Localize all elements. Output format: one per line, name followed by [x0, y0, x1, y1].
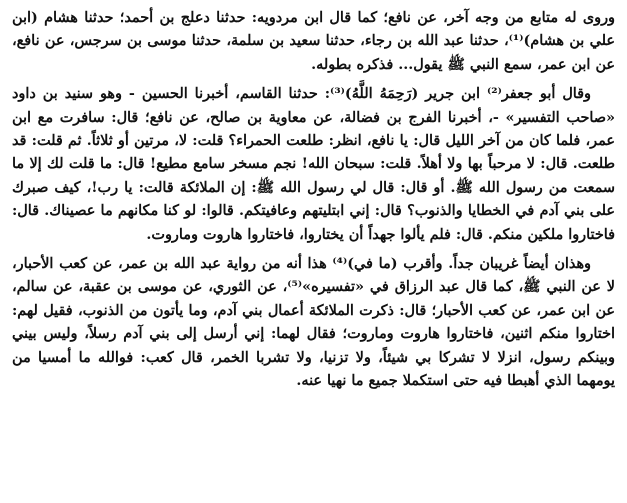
paragraph-1: وروى له متابع من وجه آخر، عن نافع؛ كما قال ابن مردويه: حدثنا دعلج بن أحمد؛ حدثنا هشام (ابن علي بن هشام)⁽¹⁾، حدثنا عبد الله بن رجاء، حدثنا سعيد بن سلمة، حدثنا موسى بن سرجس، عن نافع، عن ابن عمر، سمع النبي ﷺ يقول... فذكره بطوله. [12, 9, 615, 73]
paragraph-2: وقال أبو جعفر⁽²⁾ ابن جرير (رَحِمَهُ اللَّهُ)⁽³⁾: حدثنا القاسم، أخبرنا الحسين - وهو سنيد بن داود «صاحب التفسير» -، أخبرنا الفرج بن فضالة، عن معاوية بن صالح، عن نافع؛ قال: سافرت مع ابن عمر، فلما كان من آخر الليل قال: يا نافع، انظر: طلعت الحمراء؟ قلت: لا، مرتين أو ثلاثاً. ثم قلت: قد طلعت. قال: لا مرحباً بها ولا أهلاً. قلت: سبحان الله! نجم مسخر سامع مطيع! قال: ما قلت لك إلا ما سمعت من رسول الله ﷺ. أو قال: قال لي رسول الله ﷺ: إن الملائكة قالت: يا رب!، كيف صبرك على بني آدم في الخطايا والذنوب؟ قال: إني ابتليتهم وعافيتكم. قالوا: لو كنا مكانهم ما عصيناك. قال: فاختاروا ملكين منكم. قال: فلم يألوا جهداً أن يختاروا، فاختاروا هاروت وماروت. [12, 85, 615, 243]
paragraph-3: وهذان أيضاً غريبان جداً. وأقرب (ما في)⁽⁴⁾ هذا أنه من رواية عبد الله بن عمر، عن كعب الأحبار، لا عن النبي ﷺ، كما قال عبد الرزاق في «تفسيره»⁽⁵⁾، عن الثوري، عن موسى بن عقبة، عن سالم، عن ابن عمر، عن كعب الأحبار؛ قال: ذكرت الملائكة أعمال بني آدم، وما يأتون من الذنوب، فقيل لهم: اختاروا منكم اثنين، فاختاروا هاروت وماروت؛ فقال لهما: إني أرسل إلى بني آدم رسلاً، وليس بيني وبينكم رسول، انزلا لا تشركا بي شيئاً، ولا تزنيا، ولا تشربا الخمر، قال كعب: فوالله ما أمسيا من يومهما الذي أهبطا فيه حتى استكملا جميع ما نهيا عنه. [12, 255, 615, 390]
